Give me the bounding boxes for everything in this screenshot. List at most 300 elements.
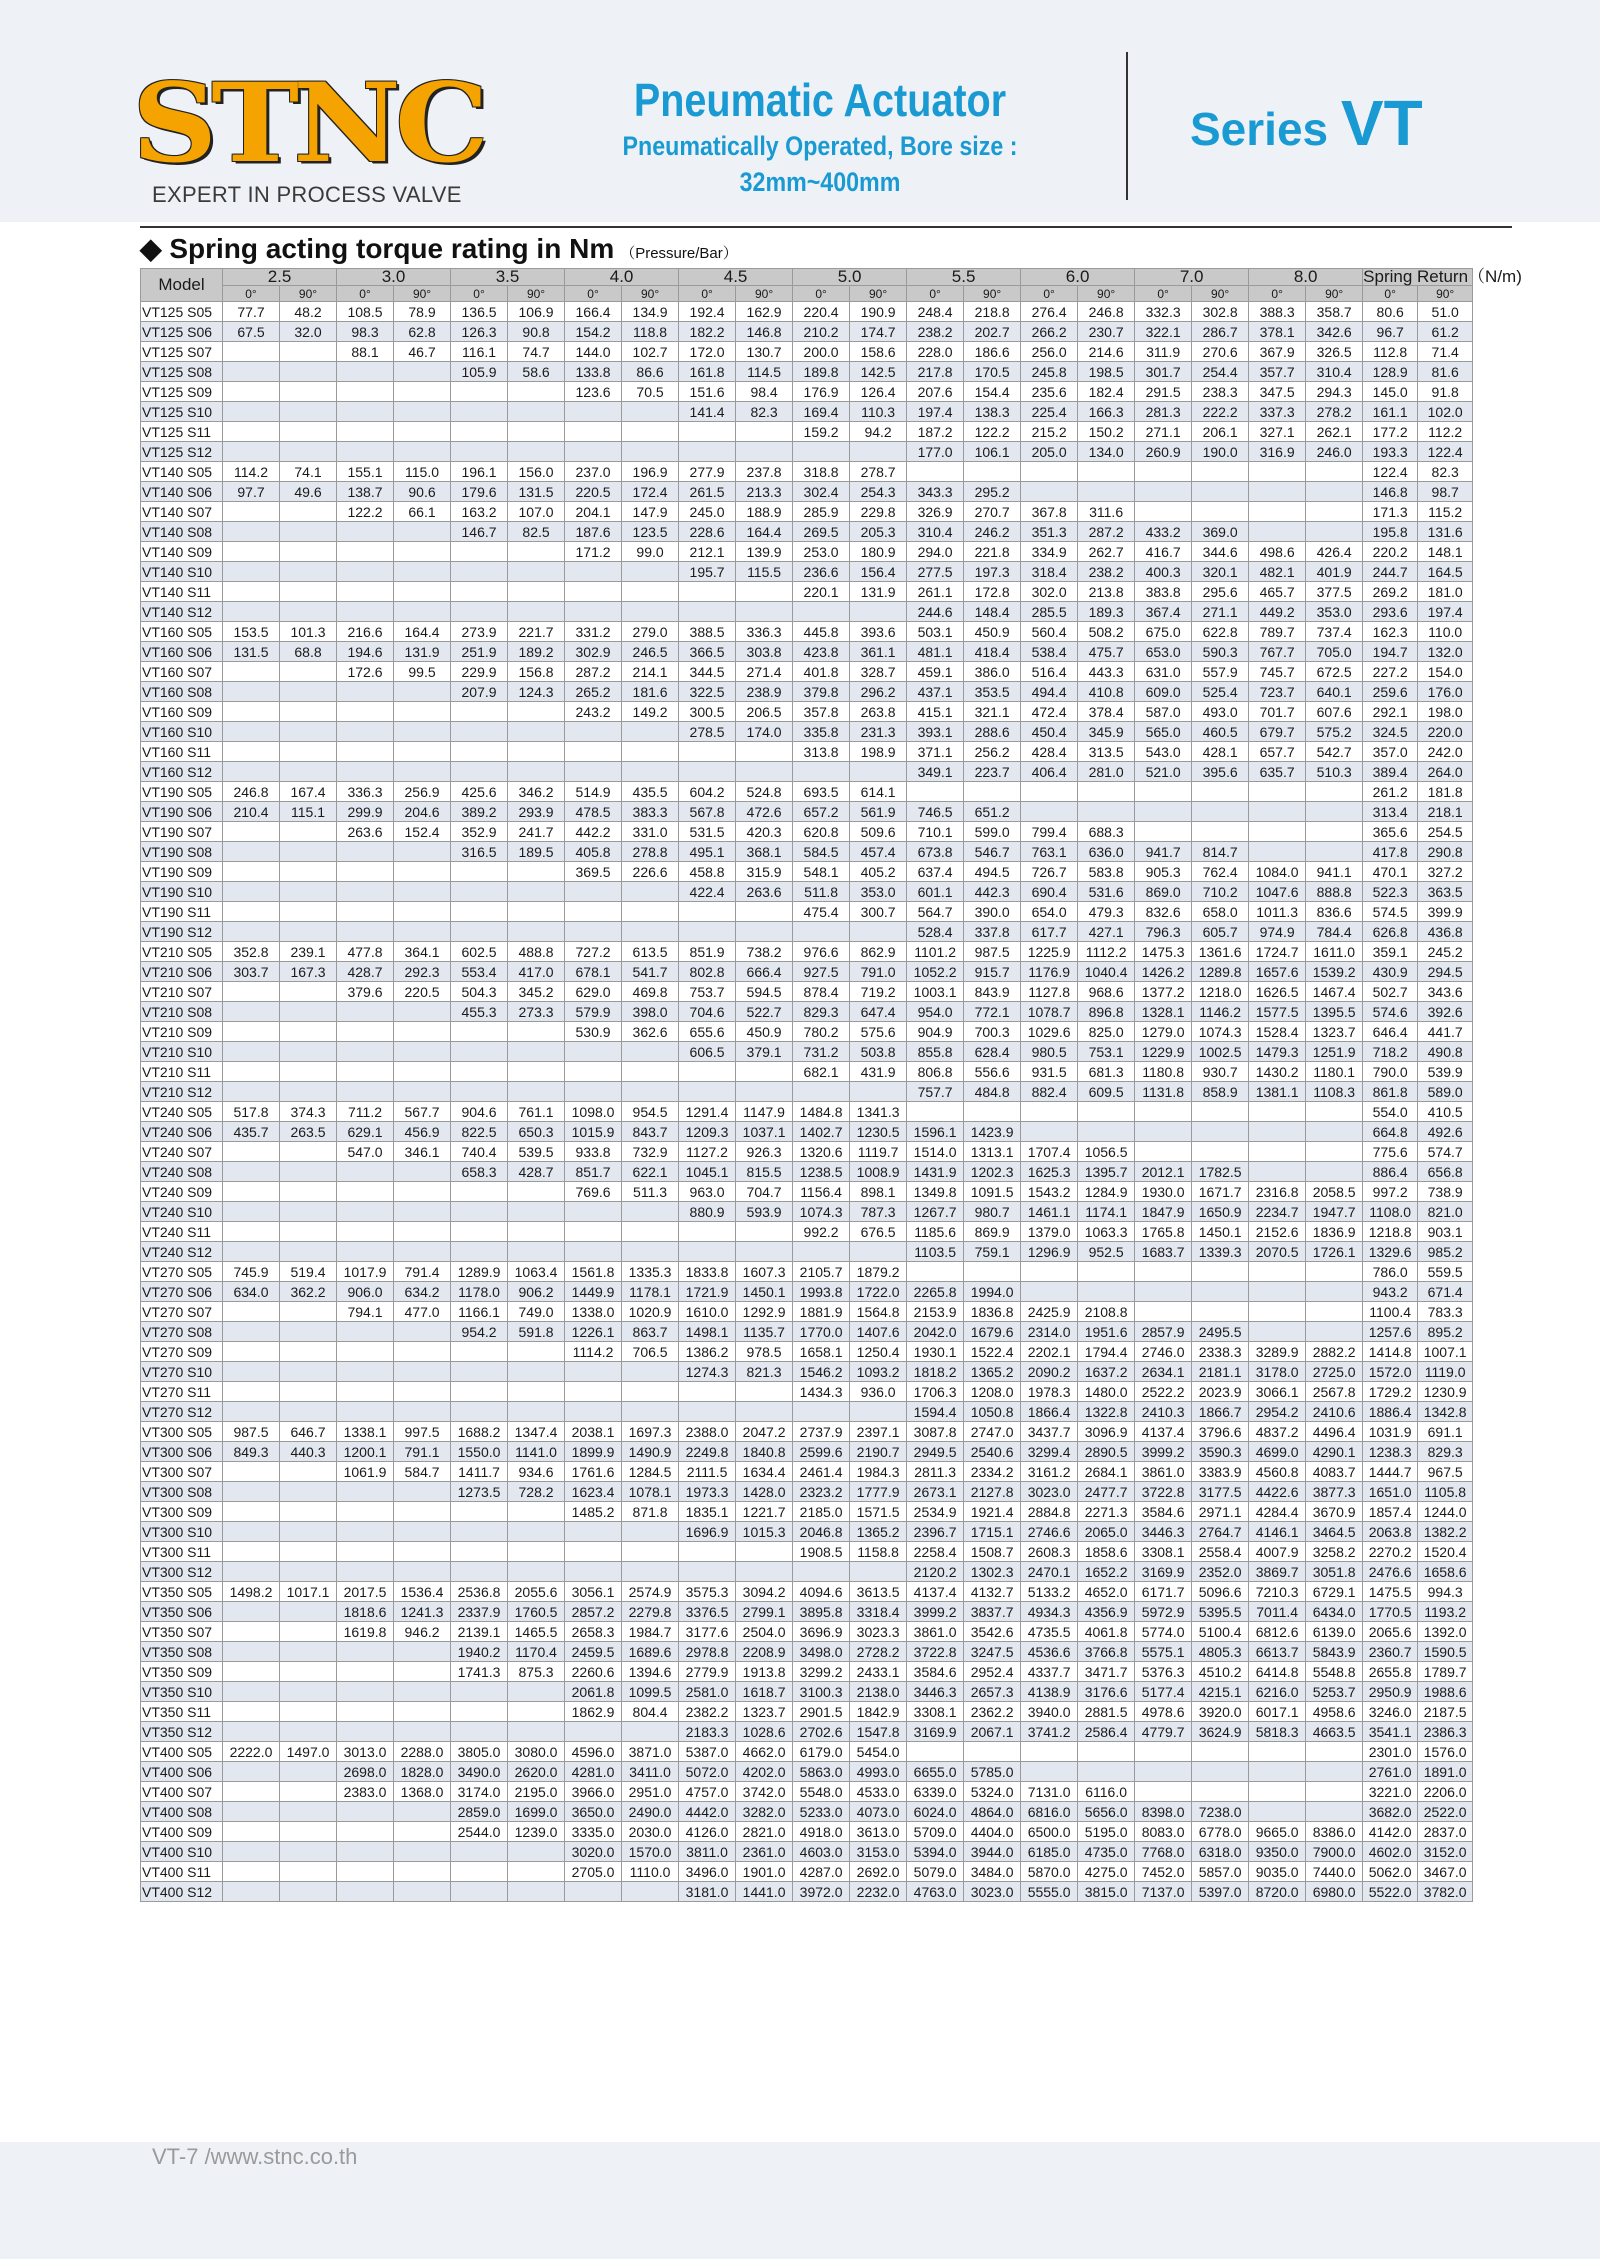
torque-cell: 655.6	[679, 1022, 736, 1042]
torque-cell	[508, 422, 565, 442]
torque-cell: 522.7	[736, 1002, 793, 1022]
torque-cell: 383.8	[1135, 582, 1192, 602]
torque-cell	[451, 1862, 508, 1882]
torque-cell: 1244.0	[1418, 1502, 1473, 1522]
model-cell: VT350 S10	[141, 1682, 223, 1702]
torque-cell	[394, 722, 451, 742]
torque-cell: 7137.0	[1135, 1882, 1192, 1902]
torque-cell: 1671.7	[1192, 1182, 1249, 1202]
torque-cell: 357.7	[1249, 362, 1306, 382]
torque-cell: 575.6	[850, 1022, 907, 1042]
torque-cell	[451, 762, 508, 782]
torque-cell	[622, 1062, 679, 1082]
torque-cell: 437.1	[907, 682, 964, 702]
torque-cell	[337, 1222, 394, 1242]
torque-cell	[565, 742, 622, 762]
torque-cell	[280, 522, 337, 542]
torque-cell: 3282.0	[736, 1802, 793, 1822]
table-row	[141, 1062, 1473, 1082]
model-cell: VT160 S05	[141, 622, 223, 642]
torque-cell: 4958.6	[1306, 1702, 1363, 1722]
torque-cell: 1657.6	[1249, 962, 1306, 982]
torque-cell: 794.1	[337, 1302, 394, 1322]
torque-cell: 1564.8	[850, 1302, 907, 1322]
torque-cell	[508, 1682, 565, 1702]
torque-cell: 220.2	[1363, 542, 1418, 562]
torque-cell: 650.3	[508, 1122, 565, 1142]
torque-cell: 238.2	[1078, 562, 1135, 582]
torque-cell: 277.9	[679, 462, 736, 482]
torque-cell	[508, 762, 565, 782]
torque-cell: 5555.0	[1021, 1882, 1078, 1902]
torque-cell: 230.7	[1078, 322, 1135, 342]
torque-cell: 1414.8	[1363, 1342, 1418, 1362]
torque-cell: 172.4	[622, 482, 679, 502]
torque-cell: 5072.0	[679, 1762, 736, 1782]
torque-cell	[679, 582, 736, 602]
torque-cell	[223, 1642, 280, 1662]
torque-cell	[1192, 1142, 1249, 1162]
model-cell: VT160 S12	[141, 762, 223, 782]
torque-cell	[1021, 1282, 1078, 1302]
torque-cell: 311.6	[1078, 502, 1135, 522]
torque-cell: 265.2	[565, 682, 622, 702]
torque-cell: 796.3	[1135, 922, 1192, 942]
model-cell: VT160 S09	[141, 702, 223, 722]
torque-cell: 5863.0	[793, 1762, 850, 1782]
torque-cell	[1192, 502, 1249, 522]
torque-cell: 2181.1	[1192, 1362, 1249, 1382]
torque-cell: 436.8	[1418, 922, 1473, 942]
torque-cell: 347.5	[1249, 382, 1306, 402]
torque-cell: 1395.7	[1078, 1162, 1135, 1182]
torque-cell: 1697.3	[622, 1422, 679, 1442]
torque-cell	[451, 422, 508, 442]
torque-cell: 1141.0	[508, 1442, 565, 1462]
torque-cell: 456.9	[394, 1122, 451, 1142]
torque-cell: 1497.0	[280, 1742, 337, 1762]
torque-cell: 163.2	[451, 502, 508, 522]
torque-cell	[736, 742, 793, 762]
torque-cell: 516.4	[1021, 662, 1078, 682]
torque-cell	[337, 1702, 394, 1722]
torque-cell	[337, 382, 394, 402]
torque-cell: 651.2	[964, 802, 1021, 822]
torque-cell: 3920.0	[1192, 1702, 1249, 1722]
torque-cell	[280, 1242, 337, 1262]
torque-cell	[1135, 462, 1192, 482]
torque-cell	[280, 582, 337, 602]
torque-cell: 313.8	[793, 742, 850, 762]
torque-cell: 6778.0	[1192, 1822, 1249, 1842]
torque-cell: 162.3	[1363, 622, 1418, 642]
torque-cell	[280, 1722, 337, 1742]
torque-cell	[1249, 502, 1306, 522]
torque-cell: 388.3	[1249, 302, 1306, 322]
torque-cell	[337, 1182, 394, 1202]
torque-cell	[337, 1342, 394, 1362]
model-cell: VT125 S12	[141, 442, 223, 462]
torque-cell: 997.5	[394, 1422, 451, 1442]
torque-cell	[394, 1222, 451, 1242]
torque-cell	[907, 1102, 964, 1122]
torque-cell: 1257.6	[1363, 1322, 1418, 1342]
torque-cell	[394, 842, 451, 862]
torque-cell	[622, 1722, 679, 1742]
torque-cell: 374.3	[280, 1102, 337, 1122]
model-cell: VT270 S05	[141, 1262, 223, 1282]
torque-cell: 5387.0	[679, 1742, 736, 1762]
table-row	[141, 1082, 1473, 1102]
torque-cell: 1722.0	[850, 1282, 907, 1302]
torque-cell: 2495.5	[1192, 1322, 1249, 1342]
torque-cell: 114.5	[736, 362, 793, 382]
torque-cell: 488.8	[508, 942, 565, 962]
torque-cell	[394, 1682, 451, 1702]
torque-cell	[337, 522, 394, 542]
torque-cell: 678.1	[565, 962, 622, 982]
torque-cell: 49.6	[280, 482, 337, 502]
torque-cell	[451, 582, 508, 602]
torque-cell: 479.3	[1078, 902, 1135, 922]
torque-cell: 431.9	[850, 1062, 907, 1082]
torque-cell: 6216.0	[1249, 1682, 1306, 1702]
torque-cell: 146.8	[1363, 482, 1418, 502]
torque-cell: 389.4	[1363, 762, 1418, 782]
torque-cell: 2522.2	[1135, 1382, 1192, 1402]
torque-cell: 647.4	[850, 1002, 907, 1022]
torque-cell	[508, 442, 565, 462]
torque-cell: 5870.0	[1021, 1862, 1078, 1882]
torque-cell	[337, 1662, 394, 1682]
torque-cell: 2030.0	[622, 1822, 679, 1842]
model-cell: VT140 S07	[141, 502, 223, 522]
model-cell: VT240 S11	[141, 1222, 223, 1242]
torque-cell: 997.2	[1363, 1182, 1418, 1202]
table-row	[141, 1502, 1473, 1522]
torque-cell: 2265.8	[907, 1282, 964, 1302]
torque-cell: 8720.0	[1249, 1882, 1306, 1902]
torque-cell: 291.5	[1135, 382, 1192, 402]
torque-cell: 931.5	[1021, 1062, 1078, 1082]
torque-cell: 968.6	[1078, 982, 1135, 1002]
torque-cell: 495.1	[679, 842, 736, 862]
torque-cell: 1338.0	[565, 1302, 622, 1322]
torque-cell: 366.5	[679, 642, 736, 662]
torque-cell: 68.8	[280, 642, 337, 662]
torque-cell: 2737.9	[793, 1422, 850, 1442]
torque-cell: 420.3	[736, 822, 793, 842]
torque-cell: 302.0	[1021, 582, 1078, 602]
torque-cell	[394, 382, 451, 402]
torque-cell: 561.9	[850, 802, 907, 822]
torque-cell: 508.2	[1078, 622, 1135, 642]
torque-cell: 445.8	[793, 622, 850, 642]
torque-cell	[679, 1562, 736, 1582]
torque-cell	[622, 1882, 679, 1902]
torque-cell: 6812.6	[1249, 1622, 1306, 1642]
torque-cell: 676.5	[850, 1222, 907, 1242]
torque-cell	[223, 722, 280, 742]
torque-cell	[1306, 1162, 1363, 1182]
torque-cell: 3056.1	[565, 1582, 622, 1602]
torque-cell: 590.3	[1192, 642, 1249, 662]
torque-cell: 2222.0	[223, 1742, 280, 1762]
torque-cell	[451, 1882, 508, 1902]
torque-cell: 1289.9	[451, 1262, 508, 1282]
torque-cell: 1879.2	[850, 1262, 907, 1282]
torque-cell: 1428.0	[736, 1482, 793, 1502]
torque-cell: 1045.1	[679, 1162, 736, 1182]
torque-cell: 425.6	[451, 782, 508, 802]
table-row	[141, 462, 1473, 482]
torque-cell: 326.9	[907, 502, 964, 522]
torque-cell: 905.3	[1135, 862, 1192, 882]
torque-cell	[1249, 822, 1306, 842]
torque-cell: 869.9	[964, 1222, 1021, 1242]
model-cell: VT350 S08	[141, 1642, 223, 1662]
torque-cell: 1858.6	[1078, 1542, 1135, 1562]
torque-cell: 269.5	[793, 522, 850, 542]
torque-cell: 4735.0	[1078, 1842, 1135, 1862]
torque-cell: 74.7	[508, 342, 565, 362]
torque-cell: 77.7	[223, 302, 280, 322]
torque-cell: 3869.7	[1249, 1562, 1306, 1582]
torque-cell: 123.5	[622, 522, 679, 542]
torque-cell: 1226.1	[565, 1322, 622, 1342]
torque-cell: 3584.6	[907, 1662, 964, 1682]
torque-cell: 207.6	[907, 382, 964, 402]
torque-cell: 5100.4	[1192, 1622, 1249, 1642]
torque-cell: 181.8	[1418, 782, 1473, 802]
torque-cell: 390.0	[964, 902, 1021, 922]
torque-cell: 814.7	[1192, 842, 1249, 862]
model-cell: VT125 S10	[141, 402, 223, 422]
torque-cell	[508, 1222, 565, 1242]
torque-cell: 410.5	[1418, 1102, 1473, 1122]
torque-cell: 281.0	[1078, 762, 1135, 782]
torque-cell: 214.1	[622, 662, 679, 682]
torque-cell: 1323.7	[1306, 1022, 1363, 1042]
footer-page-label: VT-7 /www.stnc.co.th	[152, 2144, 358, 2169]
table-row	[141, 502, 1473, 522]
torque-cell: 3895.8	[793, 1602, 850, 1622]
torque-cell: 156.0	[508, 462, 565, 482]
angle-header-90: 90°	[394, 286, 451, 302]
torque-cell: 475.7	[1078, 642, 1135, 662]
torque-cell: 7900.0	[1306, 1842, 1363, 1862]
torque-cell: 2301.0	[1363, 1742, 1418, 1762]
model-cell: VT240 S07	[141, 1142, 223, 1162]
torque-cell: 1074.3	[793, 1202, 850, 1222]
angle-header-90: 90°	[1306, 286, 1363, 302]
torque-cell: 719.2	[850, 982, 907, 1002]
torque-cell: 3613.0	[850, 1822, 907, 1842]
torque-cell: 1084.0	[1249, 862, 1306, 882]
torque-cell	[1135, 1262, 1192, 1282]
torque-cell: 151.6	[679, 382, 736, 402]
torque-cell	[223, 1602, 280, 1622]
angle-header-90: 90°	[622, 286, 679, 302]
torque-cell	[1306, 1142, 1363, 1162]
torque-cell: 202.7	[964, 322, 1021, 342]
torque-cell: 1365.2	[850, 1522, 907, 1542]
torque-cell: 352.9	[451, 822, 508, 842]
torque-cell: 1284.5	[622, 1462, 679, 1482]
torque-cell: 237.8	[736, 462, 793, 482]
torque-cell: 1899.9	[565, 1442, 622, 1462]
torque-cell: 443.3	[1078, 662, 1135, 682]
torque-cell: 503.8	[850, 1042, 907, 1062]
torque-cell: 1683.7	[1135, 1242, 1192, 1262]
torque-cell: 574.7	[1418, 1142, 1473, 1162]
torque-cell: 3722.8	[1135, 1482, 1192, 1502]
torque-cell: 5397.0	[1192, 1882, 1249, 1902]
torque-cell	[337, 1042, 394, 1062]
torque-cell	[394, 522, 451, 542]
torque-cell: 318.8	[793, 462, 850, 482]
torque-cell: 1777.9	[850, 1482, 907, 1502]
torque-cell: 194.6	[337, 642, 394, 662]
torque-cell: 1302.3	[964, 1562, 1021, 1582]
section-heading	[140, 232, 738, 265]
torque-cell: 815.5	[736, 1162, 793, 1182]
torque-cell: 192.4	[679, 302, 736, 322]
torque-cell: 952.5	[1078, 1242, 1135, 1262]
torque-cell: 657.2	[793, 802, 850, 822]
torque-cell: 985.2	[1418, 1242, 1473, 1262]
torque-cell: 61.2	[1418, 322, 1473, 342]
title-main: Pneumatic Actuator	[633, 74, 1007, 126]
torque-cell: 7131.0	[1021, 1782, 1078, 1802]
torque-cell: 1338.1	[337, 1422, 394, 1442]
torque-cell: 164.4	[394, 622, 451, 642]
torque-cell: 108.5	[337, 302, 394, 322]
torque-cell: 223.7	[964, 762, 1021, 782]
model-cell: VT125 S08	[141, 362, 223, 382]
torque-cell: 246.2	[964, 522, 1021, 542]
torque-cell: 1289.8	[1192, 962, 1249, 982]
torque-cell: 3722.8	[907, 1642, 964, 1662]
torque-cell: 9350.0	[1249, 1842, 1306, 1862]
torque-cell	[508, 1062, 565, 1082]
torque-cell: 963.0	[679, 1182, 736, 1202]
torque-cell: 246.5	[622, 642, 679, 662]
torque-cell: 5843.9	[1306, 1642, 1363, 1662]
torque-cell	[223, 1362, 280, 1382]
torque-cell	[508, 1402, 565, 1422]
model-cell: VT300 S08	[141, 1482, 223, 1502]
torque-cell: 367.4	[1135, 602, 1192, 622]
torque-cell: 3080.0	[508, 1742, 565, 1762]
torque-cell: 2183.3	[679, 1722, 736, 1742]
torque-cell	[337, 402, 394, 422]
model-cell: VT350 S07	[141, 1622, 223, 1642]
torque-cell: 2725.0	[1306, 1362, 1363, 1382]
torque-cell: 1250.4	[850, 1342, 907, 1362]
torque-cell: 493.0	[1192, 702, 1249, 722]
torque-cell: 353.0	[850, 882, 907, 902]
torque-cell: 154.0	[1418, 662, 1473, 682]
torque-cell: 934.6	[508, 1462, 565, 1482]
torque-cell	[508, 562, 565, 582]
torque-cell: 6171.7	[1135, 1582, 1192, 1602]
torque-cell: 102.0	[1418, 402, 1473, 422]
torque-cell	[280, 562, 337, 582]
torque-cell: 863.7	[622, 1322, 679, 1342]
torque-cell: 2090.2	[1021, 1362, 1078, 1382]
torque-cell: 287.2	[1078, 522, 1135, 542]
torque-cell: 5096.6	[1192, 1582, 1249, 1602]
torque-cell: 1365.2	[964, 1362, 1021, 1382]
torque-cell: 5774.0	[1135, 1622, 1192, 1642]
section-rule	[140, 226, 1512, 228]
torque-cell: 66.1	[394, 502, 451, 522]
torque-cell	[280, 1682, 337, 1702]
torque-cell: 331.0	[622, 822, 679, 842]
torque-cell: 48.2	[280, 302, 337, 322]
torque-cell	[736, 1062, 793, 1082]
torque-cell: 3498.0	[793, 1642, 850, 1662]
torque-cell: 2111.5	[679, 1462, 736, 1482]
torque-cell: 484.8	[964, 1082, 1021, 1102]
torque-cell: 1901.0	[736, 1862, 793, 1882]
torque-cell	[337, 702, 394, 722]
torque-cell	[223, 342, 280, 362]
torque-cell: 791.0	[850, 962, 907, 982]
table-row	[141, 722, 1473, 742]
torque-cell: 4061.8	[1078, 1622, 1135, 1642]
torque-cell: 1908.5	[793, 1542, 850, 1562]
torque-cell: 389.2	[451, 802, 508, 822]
torque-cell: 148.1	[1418, 542, 1473, 562]
torque-cell: 1930.1	[907, 1342, 964, 1362]
torque-cell: 220.5	[394, 982, 451, 1002]
torque-cell	[280, 402, 337, 422]
torque-cell: 481.1	[907, 642, 964, 662]
torque-cell: 2799.1	[736, 1602, 793, 1622]
torque-cell: 2837.0	[1418, 1822, 1473, 1842]
torque-cell	[337, 722, 394, 742]
torque-cell	[508, 1342, 565, 1362]
torque-cell: 262.1	[1306, 422, 1363, 442]
torque-cell: 1320.6	[793, 1142, 850, 1162]
torque-cell: 728.2	[508, 1482, 565, 1502]
torque-cell	[451, 1222, 508, 1242]
model-cell: VT400 S12	[141, 1882, 223, 1902]
torque-cell	[223, 1022, 280, 1042]
torque-cell	[1306, 522, 1363, 542]
table-row	[141, 1462, 1473, 1482]
torque-cell: 3013.0	[337, 1742, 394, 1762]
torque-cell: 2859.0	[451, 1802, 508, 1822]
torque-cell: 1490.9	[622, 1442, 679, 1462]
torque-cell: 2747.0	[964, 1422, 1021, 1442]
torque-cell: 218.8	[964, 302, 1021, 322]
torque-cell: 1689.6	[622, 1642, 679, 1662]
torque-cell: 1590.5	[1418, 1642, 1473, 1662]
torque-cell: 4142.0	[1363, 1822, 1418, 1842]
torque-cell: 1368.0	[394, 1782, 451, 1802]
torque-cell: 2190.7	[850, 1442, 907, 1462]
torque-cell: 575.2	[1306, 722, 1363, 742]
torque-cell: 3575.3	[679, 1582, 736, 1602]
torque-cell: 666.4	[736, 962, 793, 982]
torque-cell: 1040.4	[1078, 962, 1135, 982]
torque-cell	[394, 1642, 451, 1662]
torque-cell: 313.4	[1363, 802, 1418, 822]
torque-cell	[223, 1482, 280, 1502]
